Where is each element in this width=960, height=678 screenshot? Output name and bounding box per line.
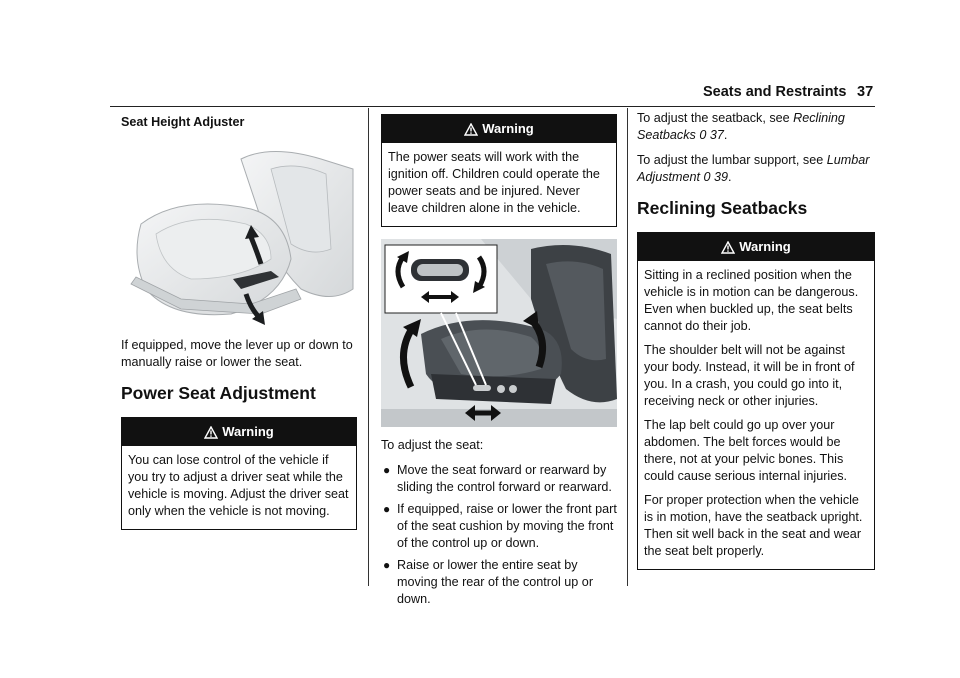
warning-paragraph: Sitting in a reclined position when the vehicle is in motion can be dangerous. Even when buckled up, the seat belts cannot do their job.	[644, 268, 859, 333]
warning-triangle-icon	[721, 236, 735, 264]
warning-paragraph: For proper protection when the vehicle is in motion, have the seatback upright. Then sit well back in the seat and wear the seat belt properly.	[644, 493, 863, 558]
bullet-icon: ●	[383, 558, 391, 572]
column-2	[381, 110, 617, 613]
seatback-page[interactable]: 37	[709, 128, 724, 142]
warning-header	[122, 418, 356, 446]
page-ref-arrow-icon: 0	[703, 170, 711, 184]
list-item-text: Move the seat forward or rearward by sliding the control forward or rearward.	[397, 463, 612, 494]
warning-triangle-icon	[464, 118, 478, 146]
seat-height-illustration	[121, 139, 357, 329]
warning-header	[382, 115, 616, 143]
warning-header	[638, 233, 874, 261]
warning-title: Warning	[739, 239, 791, 254]
warning-triangle-icon	[204, 421, 218, 449]
subheading-seat-height: Seat Height Adjuster	[121, 115, 245, 129]
page-ref-arrow-icon: 0	[699, 128, 707, 142]
seat-height-paragraph: If equipped, move the lever up or down to manually raise or lower the seat.	[121, 338, 353, 369]
bullet-icon: ●	[383, 502, 391, 516]
warning-text: The power seats will work with the ignition off. Children could operate the power seats and be injured. Never leave children alone in the vehicle.	[388, 150, 600, 215]
heading-reclining-seatbacks: Reclining Seatbacks	[637, 198, 808, 218]
adjust-seat-intro: To adjust the seat:	[381, 438, 484, 452]
list-item-text: If equipped, raise or lower the front part of the seat cushion by moving the front of the control up or down.	[397, 502, 617, 550]
warning-paragraph: The lap belt could go up over your abdomen. The belt forces would be there, not at your pelvic bones. This could cause serious internal injuries.	[644, 418, 848, 483]
period: .	[723, 128, 728, 142]
warning-text: You can lose control of the vehicle if you try to adjust a driver seat while the vehicle is moving. Adjust the driver seat only when the vehicle is not moving.	[128, 453, 349, 518]
heading-power-seat-adjustment: Power Seat Adjustment	[121, 383, 316, 403]
adjust-seat-list	[381, 462, 617, 608]
warning-box	[121, 417, 357, 530]
lumbar-link[interactable]: Lumbar Adjustment	[637, 153, 870, 184]
list-item	[381, 462, 617, 496]
lumbar-reference	[637, 152, 875, 186]
header-rule	[110, 106, 875, 107]
column-1	[121, 110, 357, 542]
section-title: Seats and Restraints	[703, 84, 847, 100]
warning-title: Warning	[222, 424, 274, 439]
seatback-text: To adjust the seatback, see	[637, 111, 790, 125]
period: .	[728, 170, 732, 184]
page-number: 37	[857, 84, 874, 100]
lumbar-text: To adjust the lumbar support, see	[637, 153, 824, 167]
column-divider	[627, 108, 628, 586]
warning-title: Warning	[482, 121, 534, 136]
seatback-link[interactable]: Reclining Seatbacks	[637, 111, 845, 142]
seatback-reference	[637, 110, 875, 144]
column-3	[637, 110, 875, 582]
warning-box	[381, 114, 617, 227]
column-divider	[368, 108, 369, 586]
power-seat-controls-illustration	[381, 239, 617, 427]
warning-box	[637, 232, 875, 570]
list-item	[381, 501, 617, 552]
bullet-icon: ●	[383, 463, 391, 477]
list-item	[381, 557, 617, 608]
lumbar-page[interactable]: 39	[714, 170, 729, 184]
list-item-text: Raise or lower the entire seat by moving the rear of the control up or down.	[397, 558, 594, 606]
warning-paragraph: The shoulder belt will not be against your body. Instead, it will be in front of you. In a crash, you could go into it, receiving neck or other injuries.	[644, 343, 855, 408]
